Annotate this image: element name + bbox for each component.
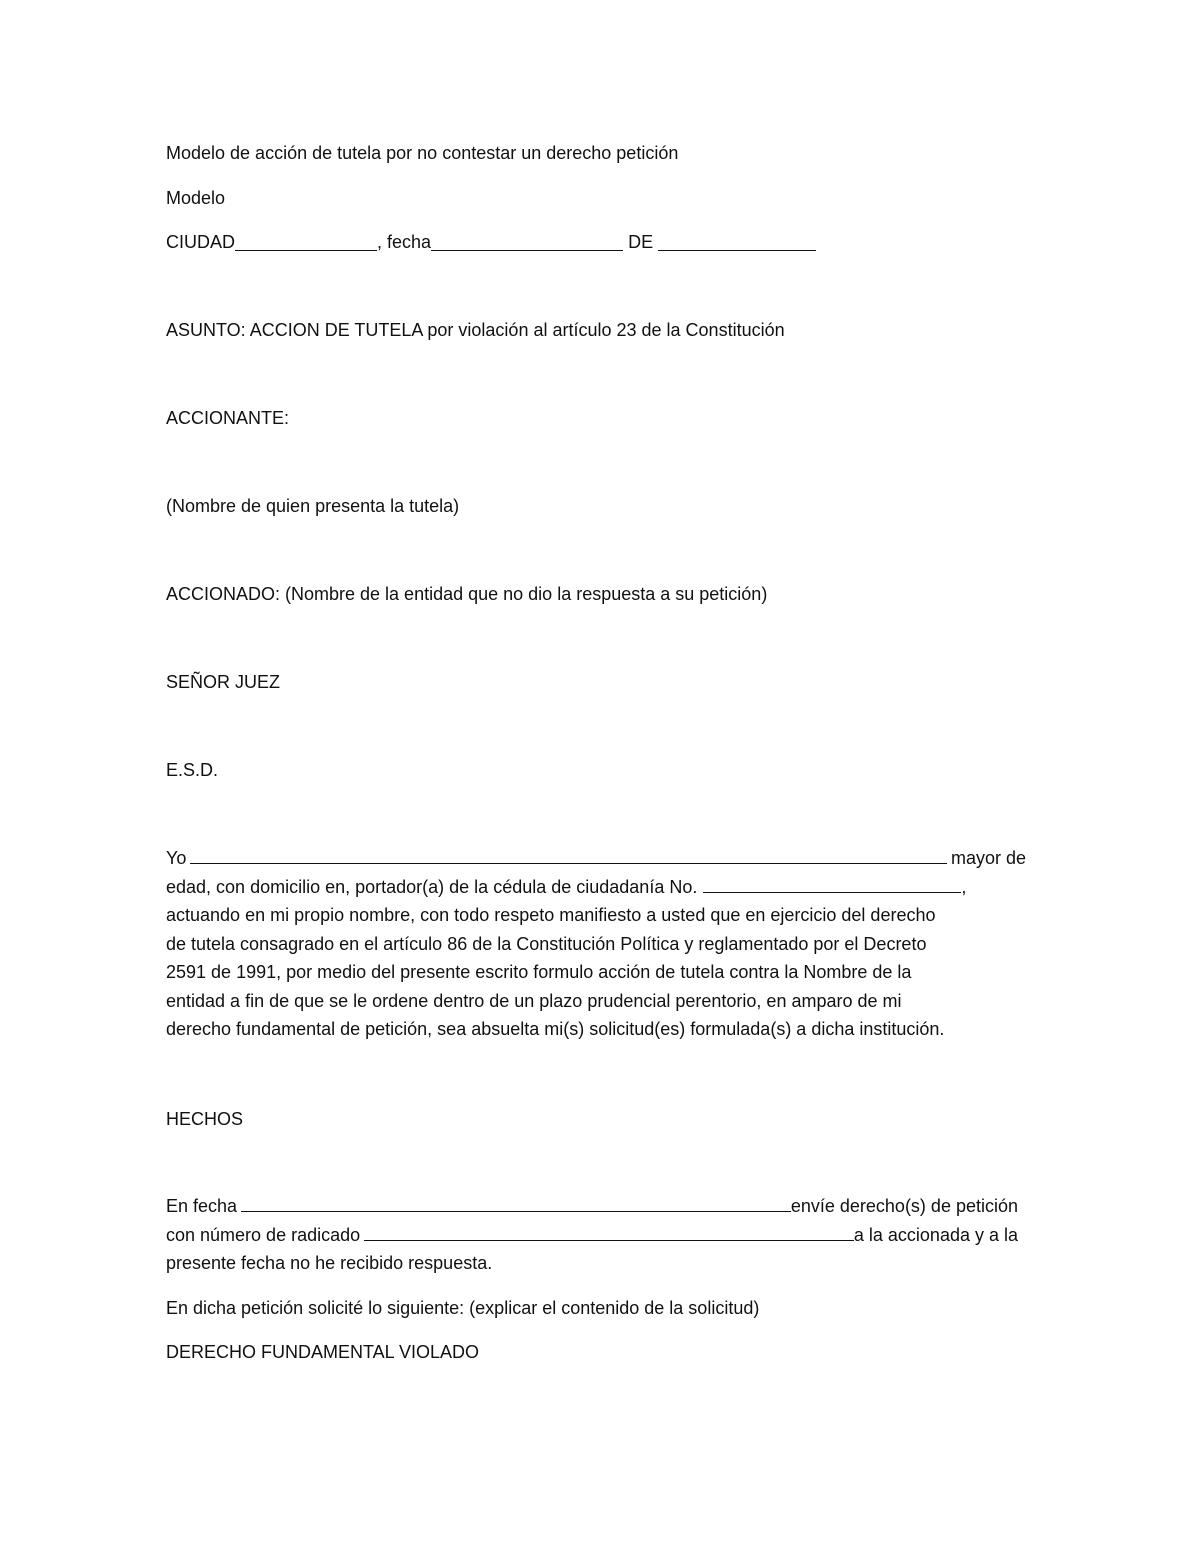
accionado-line: ACCIONADO: (Nombre de la entidad que no dio la respuesta a su petición)	[166, 584, 768, 604]
body-line-7: derecho fundamental de petición, sea absuelta mi(s) solicitud(es) formulada(s) a dicha institución.	[166, 1019, 945, 1039]
name-blank	[190, 844, 947, 864]
radicado-blank	[364, 1221, 854, 1241]
accionante-label: ACCIONANTE:	[166, 408, 290, 428]
accionada-label: a la accionada y a la	[853, 1224, 1018, 1245]
body-line-5: 2591 de 1991, por medio del presente escrito formulo acción de tutela contra la Nombre de la	[166, 962, 912, 982]
hechos-heading: HECHOS	[166, 1109, 244, 1129]
asunto-line: ASUNTO: ACCION DE TUTELA por violación al artículo 23 de la Constitución	[166, 320, 785, 340]
senor-juez: SEÑOR JUEZ	[166, 672, 281, 692]
body-paragraph	[166, 844, 1026, 1044]
accionante-value: (Nombre de quien presenta la tutela)	[166, 496, 460, 516]
cedula-comma: ,	[961, 876, 967, 897]
hechos-line-3: presente fecha no he recibido respuesta.	[166, 1253, 493, 1273]
fecha-blank	[241, 1192, 791, 1212]
hechos-paragraph	[166, 1192, 1018, 1278]
year-blank	[658, 234, 816, 251]
body-line-2	[166, 873, 1026, 902]
yo-label: Yo	[166, 848, 187, 868]
cedula-label: edad, con domicilio en, portador(a) de la cédula de ciudadanía No.	[166, 876, 698, 897]
city-label: CIUDAD	[166, 232, 236, 252]
body-line-6: entidad a fin de que se le ordene dentro de un plazo prudencial perentorio, en amparo de mi	[166, 990, 902, 1011]
cedula-blank	[703, 873, 961, 893]
date-label: , fecha	[377, 232, 432, 252]
esd-line: E.S.D.	[166, 760, 219, 780]
envie-label: envíe derecho(s) de petición	[790, 1196, 1018, 1216]
de-label: DE	[623, 232, 659, 252]
en-fecha-label: En fecha	[166, 1196, 238, 1216]
document-title: Modelo de acción de tutela por no contestar un derecho petición	[166, 143, 679, 163]
document-subtitle: Modelo	[166, 188, 226, 208]
city-date-line	[166, 228, 816, 257]
peticion-line: En dicha petición solicité lo siguiente: (explicar el contenido de la solicitud)	[166, 1298, 760, 1318]
body-line-4: de tutela consagrado en el artículo 86 de la Constitución Política y reglamentado por el Decreto	[166, 933, 927, 954]
hechos-line-2	[166, 1221, 1018, 1250]
radicado-label: con número de radicado	[166, 1224, 361, 1245]
city-blank	[235, 234, 377, 251]
body-line-3: actuando en mi propio nombre, con todo respeto manifiesto a usted que en ejercicio del derecho	[166, 905, 936, 925]
body-line-1	[166, 844, 1026, 873]
hechos-line-1	[166, 1192, 1018, 1221]
mayor-de-label: mayor de	[950, 848, 1026, 868]
date-blank	[431, 234, 623, 251]
derecho-heading: DERECHO FUNDAMENTAL VIOLADO	[166, 1342, 480, 1362]
